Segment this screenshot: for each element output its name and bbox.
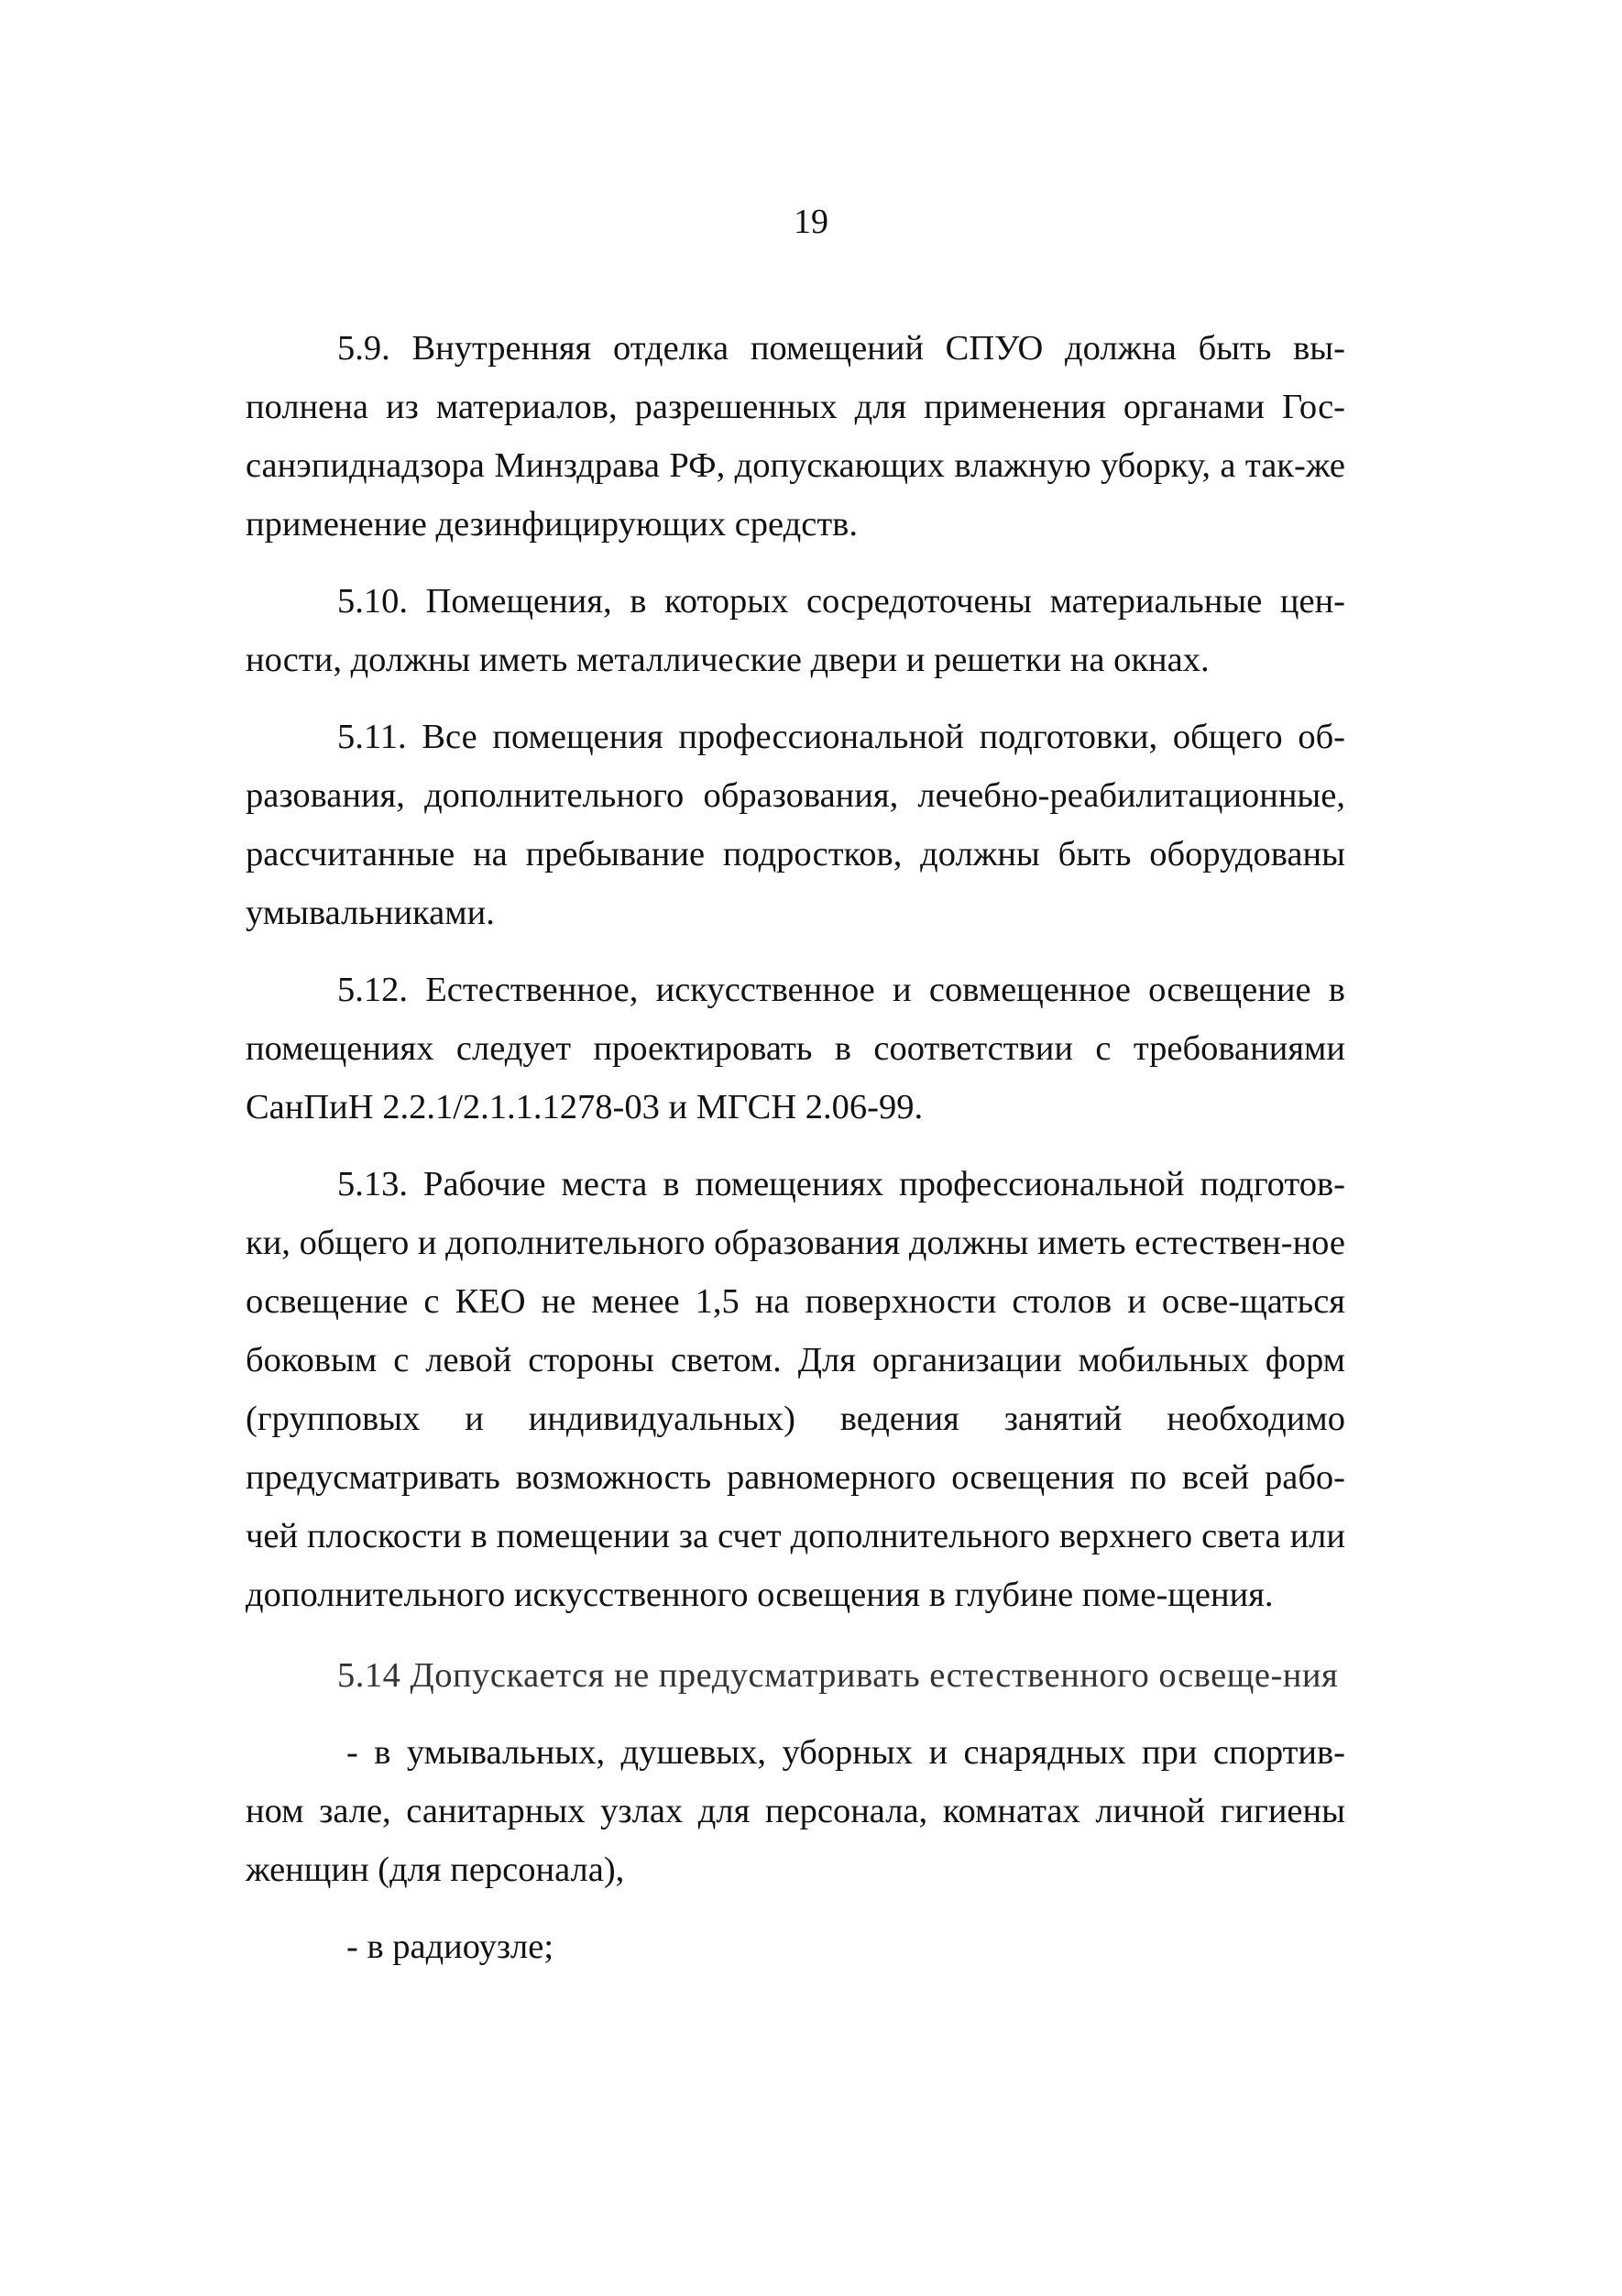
paragraph-5-11: 5.11. Все помещения профессиональной подготовки, общего об-разования, дополнительного образования, лечебно-реабилитационные, рассчитанные на пребывание подростков, должны быть оборудованы умывальниками. (246, 718, 1345, 932)
paragraph-5-14: 5.14 Допускается не предусматривать естественного освеще-ния (337, 1656, 1339, 1695)
paragraph-5-13: 5.13. Рабочие места в помещениях профессиональной подготов-ки, общего и дополнительного образования должны иметь естествен-ное освещение с КЕО не менее 1,5 на поверхности столов и осве-щаться боковым с левой стороны светом. Для организации мобильных форм (групповых и индивидуальных) ведения занятий необходимо предусматривать возможность равномерного освещения по всей рабо-чей плоскости в помещении за счет дополнительного верхнего света или дополнительного искусственного освещения в глубине поме-щения. (246, 1165, 1345, 1614)
list-item-washrooms: - в умывальных, душевых, уборных и снарядных при спортив-ном зале, санитарных узлах для персонала, комнатах личной гигиены женщин (для персонала), (246, 1733, 1345, 1889)
page-number: 19 (794, 203, 828, 241)
paragraph-5-10: 5.10. Помещения, в которых сосредоточены материальные цен-ности, должны иметь металлические двери и решетки на окнах. (246, 582, 1345, 679)
list-item-radio-room: - в радиоузле; (346, 1928, 554, 1966)
document-body (246, 319, 1345, 1994)
paragraph-5-9: 5.9. Внутренняя отделка помещений СПУО должна быть вы-полнена из материалов, разрешенных для применения органами Гос-санэпиднадзора Минздрава РФ, допускающих влажную уборку, а так-же применение дезинфицирующих средств. (246, 329, 1345, 544)
paragraph-5-12: 5.12. Естественное, искусственное и совмещенное освещение в помещениях следует проектировать в соответствии с требованиями СанПиН 2.2.1/2.1.1.1278-03 и МГСН 2.06-99. (246, 971, 1345, 1126)
